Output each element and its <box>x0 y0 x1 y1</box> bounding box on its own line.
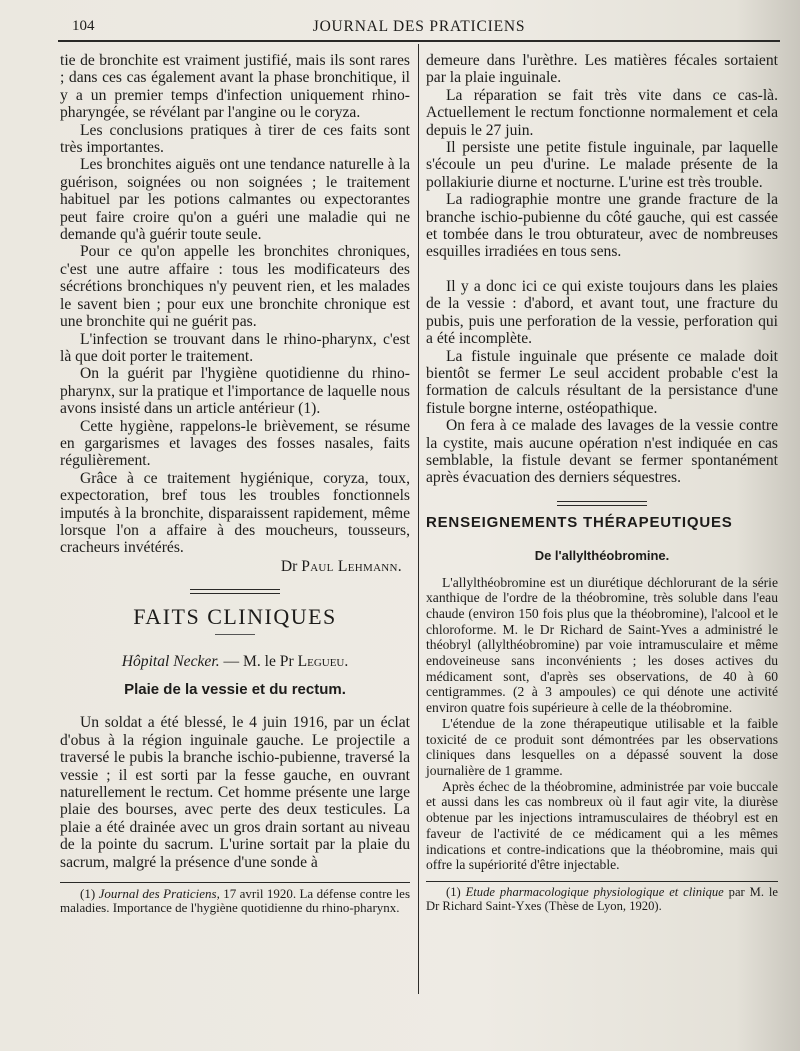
paragraph: Les bronchites aiguës ont une tendance naturelle à la guérison, soignées ou non soignées ; le traitement habituel par les potions calmantes ou expectorantes peut faire croire qu'on a guéri une maladie qui ne demande qu'à guérir toute seule. <box>60 156 410 244</box>
paragraph: L'allylthéobromine est un diurétique déchlorurant de la série xanthique de l'ordre de la théobromine, très soluble dans l'eau chaude (environ 150 fois plus que la théobromine), l'alcool et le chloroforme. M. le Dr Richard de Saint-Yves a administré le théobryl (allylthéobromine) par voie intramusculaire et même endoveineuse sans inconvénients ; les doses actives du médicament sont, d'après ses observations, de 40 à 60 centigrammes. (2 à 3 ampoules) ce qui dénote une activité environ quatre fois supérieure à celle de la théobromine. <box>426 574 778 716</box>
paragraph: demeure dans l'urèthre. Les matières fécales sortaient par la plaie inguinale. <box>426 52 778 87</box>
paragraph: On la guérit par l'hygiène quotidienne du rhino-pharynx, sur la pratique et l'importance de laquelle nous avons insisté dans un article antérieur (1). <box>60 365 410 418</box>
hospital-line <box>60 653 410 670</box>
page-header <box>58 14 780 38</box>
case-paragraph: Un soldat a été blessé, le 4 juin 1916, par un éclat d'obus à la région inguinale gauche. Le projectile a traversé le pubis la branche ischio-pubienne, traversé la vessie ; il est sorti par la fesse gauche, en ouvrant naturellement le rectum. Cet homme présente une large plaie des bourses, avec perte des deux testicules. La plaie a été drainée avec un gros drain sortant au niveau de la pointe du sacrum. L'urine sortait par la plaie du sacrum, malgré la présence d'une sonde à <box>60 714 410 871</box>
title-underline <box>215 634 255 635</box>
header-rule <box>58 40 780 42</box>
footnote-marker: (1) <box>446 884 461 899</box>
paragraph: On fera à ce malade des lavages de la vessie contre la cystite, mais aucune opération n'est indiquée en cas semblable, la fistule devant se fermer spontanément après évacuation des derniers séquestres. <box>426 417 778 487</box>
case-title: Plaie de la vessie et du rectum. <box>124 681 346 698</box>
hospital-rest: — M. le Pr <box>223 652 294 670</box>
paragraph: Il y a donc ici ce qui existe toujours dans les plaies de la vessie : d'abord, et avant tout, une fracture du pubis, puis une perforation de la vessie, perforation qui a été incomplète. <box>426 277 778 348</box>
footnote <box>60 887 410 915</box>
column-divider <box>418 44 419 994</box>
hospital-name: Legueu. <box>297 652 349 670</box>
paragraph: Les conclusions pratiques à tirer de ces faits sont très importantes. <box>60 121 410 157</box>
section-title-renseignements: RENSEIGNEMENTS THÉRAPEUTIQUES <box>426 513 733 531</box>
paragraph: L'étendue de la zone thérapeutique utilisable et la faible toxicité de ce produit sont démontrées par les observations cliniques dans lesquelles on a dépassé souvent la dose journalière de 1 gramme. <box>426 715 778 778</box>
paragraph: L'infection se trouvant dans le rhino-pharynx, c'est là que doit porter le traitement. <box>60 330 410 365</box>
footnote-text: par M. le Dr Richard Saint-Yxes (Thèse de Lyon, 1920). <box>426 884 778 913</box>
paragraph: La réparation se fait très vite dans ce cas-là. Actuellement le rectum fonctionne normalement et cela depuis le 27 juin. <box>426 86 778 139</box>
footnote-italic: Etude pharmacologique physiologique et clinique <box>465 884 724 899</box>
footnote <box>426 886 778 914</box>
paragraph: Pour ce qu'on appelle les bronchites chroniques, c'est une autre affaire : tous les modificateurs des sécrétions bronchiques n'y peuvent rien, et les malades le savent bien ; pour eux une bronchite chronique est une bronchite qui ne guérit pas. <box>60 243 410 331</box>
right-column <box>426 52 778 914</box>
footnote-italic: Journal des Praticiens, <box>98 886 220 902</box>
signature-name: Paul Lehmann. <box>301 557 402 575</box>
footnote-rule <box>60 882 410 883</box>
spacer <box>426 261 778 278</box>
paragraph: La radiographie montre une grande fracture de la branche ischio-pubienne du côté gauche, qui est cassée et tombée dans le trou obturateur, avec de nombreuses esquilles irradiées en tous sens. <box>426 191 778 261</box>
footnote-marker: (1) <box>80 886 96 902</box>
paragraph: Cette hygiène, rappelons-le brièvement, se résume en gargarismes et lavages des fosses nasales, faits régulièrement. <box>60 417 410 470</box>
signature-prefix: Dr <box>280 557 298 575</box>
article-subtitle: De l'allylthéobromine. <box>534 548 670 564</box>
page-number: 104 <box>72 18 95 34</box>
journal-title: JOURNAL DES PRATICIENS <box>312 18 526 35</box>
paragraph: Après échec de la théobromine, administrée par voie buccale et aussi dans les cas nombreux où il faut agir vite, la diurèse obtenue par les injections intramusculaires de théobryl est en faveur de l'activité de ce médicament qui a les mêmes indications et contre-indications que la théobromine, mais qui offre la supériorité d'être injectable. <box>426 778 778 873</box>
section-separator <box>190 589 280 594</box>
therapeutic-text <box>426 575 778 873</box>
footnote-rule <box>426 881 778 882</box>
paragraph: La fistule inguinale que présente ce malade doit bientôt se fermer Le seul accident probable c'est la formation de calculs résultant de la persistance d'une fistule borgne interne, ostéopathique. <box>426 347 778 417</box>
section-separator <box>557 501 647 506</box>
left-column <box>60 52 410 915</box>
paragraph: Il persiste une petite fistule inguinale, par laquelle s'écoule un peu d'urine. Le malade présente de la pollakiurie diurne et nocturne. L'urine est très trouble. <box>426 139 778 191</box>
footnote-text: 17 avril 1920. La défense contre les maladies. Importance de l'hygiène quotidienne du rhino-pharynx. <box>60 886 411 916</box>
section-title-faits-cliniques: FAITS CLINIQUES <box>133 604 337 630</box>
author-signature <box>60 558 410 575</box>
paragraph: tie de bronchite est vraiment justifié, mais ils sont rares ; dans ces cas également avant la phase bronchitique, il y a un premier temps d'infection uniquement rhino-pharyngée, se révélant par l'angine ou le coryza. <box>60 52 410 122</box>
paragraph: Grâce à ce traitement hygiénique, coryza, toux, expectoration, bref tous les troubles fonctionnels imputés à la bronchite, disparaissent rapidement, même lorsque l'on a affaire à des moucheurs, tousseurs, cracheurs invétérés. <box>60 469 410 557</box>
hospital-italic: Hôpital Necker. <box>121 652 220 670</box>
